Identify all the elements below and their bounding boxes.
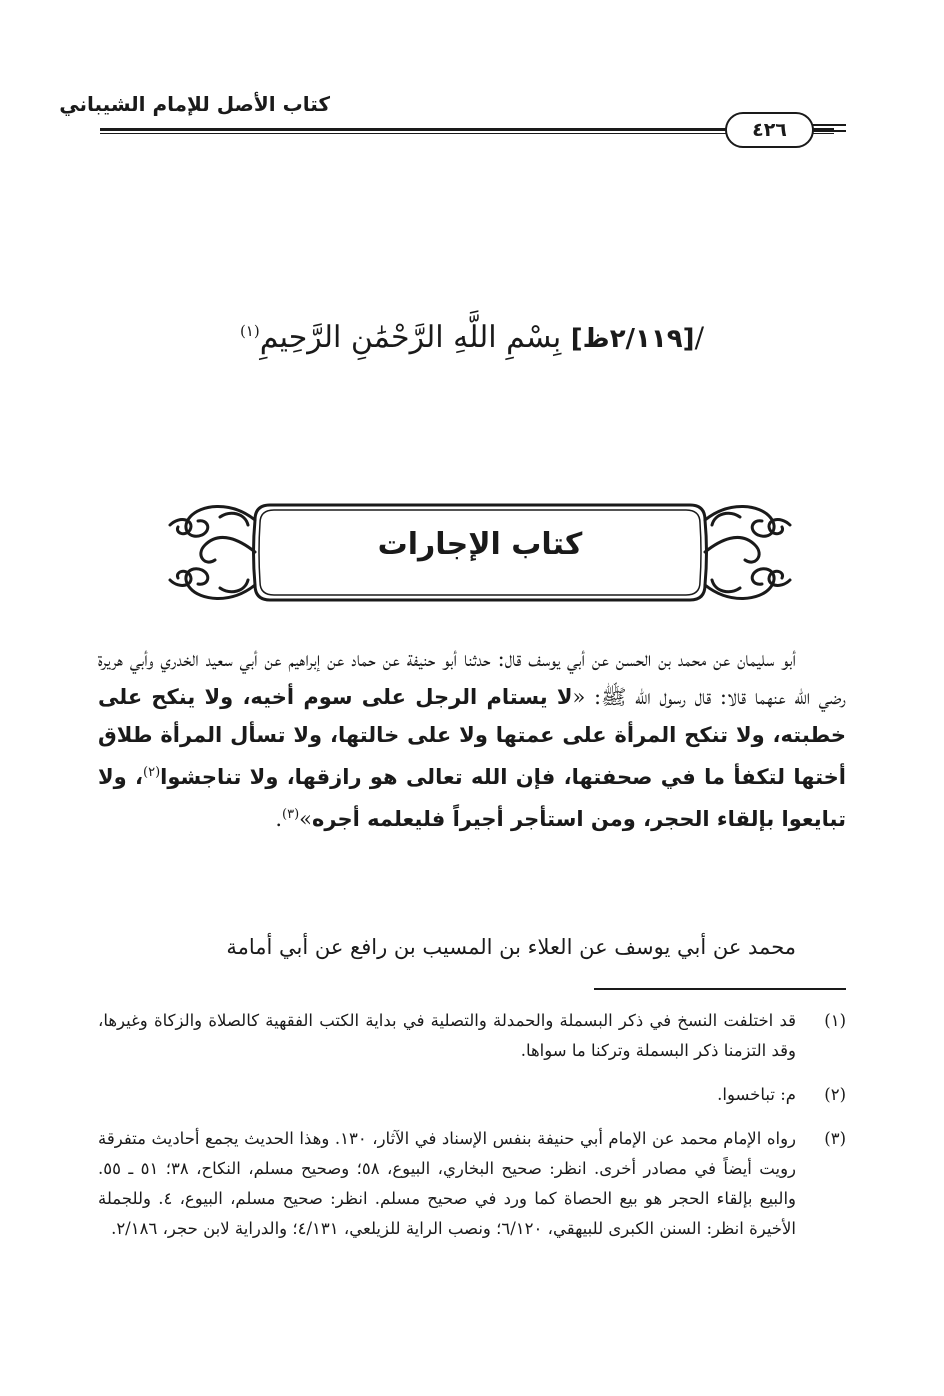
basmala-text: بِسْمِ اللَّهِ الرَّحْمَٰنِ الرَّحِيمِ	[259, 320, 562, 355]
footnote	[98, 1006, 846, 1066]
isnad-text: أبو سليمان عن محمد بن الحسن عن أبي يوسف قال: حدثنا أبو حنيفة عن حماد عن إبراهيم عن أبي سعيد الخدري وأبي هريرة رضي الله عنهما قالا: قال رسول الله ﷺ: «	[98, 647, 846, 709]
quote-close: »	[299, 807, 313, 831]
folio-reference: [٢/١١٩ظ]	[570, 324, 695, 354]
footnote-number: (٢)	[824, 1085, 846, 1104]
hadith-text: ، ولا تبايعوا بإلقاء الحجر، ومن استأجر أجيراً فليعلمه أجره	[98, 765, 846, 831]
footnote-number: (١)	[824, 1011, 846, 1030]
badge-ornament-line	[810, 130, 846, 132]
chapter-title-frame	[160, 495, 800, 610]
footnote	[98, 1124, 846, 1244]
badge-ornament-line	[810, 124, 846, 126]
page-header: كتاب الأصل للإمام الشيباني ٤٢٦	[0, 0, 944, 160]
folio-slash: /	[694, 321, 704, 354]
header-rule-thin	[100, 133, 834, 134]
footnote-text: م: تباخسوا.	[717, 1085, 796, 1104]
sentence-end: .	[275, 807, 283, 831]
footnote-marker: (٢)	[143, 765, 161, 780]
footnote-text: رواه الإمام محمد عن الإمام أبي حنيفة بنفس الإسناد في الآثار، ١٣٠. وهذا الحديث يجمع أحاديث متفرقة رويت أيضاً في مصادر أخرى. انظر: صحيح البخاري، البيوع، ٥٨؛ وصحيح مسلم، النكاح، ٣٨؛ ٥١ ـ ٥٥. والبيع بإلقاء الحجر هو بيع الحصاة كما ورد في صحيح مسلم. انظر: صحيح مسلم، البيوع، ٤. وللجملة الأخيرة انظر: السنن الكبرى للبيهقي، ٦/١٢٠؛ ونصب الراية للزيلعي، ٤/١٣١؛ والدراية لابن حجر، ٢/١٨٦.	[98, 1129, 797, 1238]
header-rule	[100, 128, 834, 131]
footnote-text: قد اختلفت النسخ في ذكر البسملة والحمدلة والتصلية في بداية الكتب الفقهية كالصلاة والزكاة وغيرها، وقد التزمنا ذكر البسملة وتركنا ما سواها.	[98, 1011, 796, 1060]
footnote	[98, 1080, 846, 1110]
footnote-marker: (١)	[239, 322, 260, 340]
chapter-title: كتاب الإجارات	[377, 527, 583, 562]
footnote-marker: (٣)	[282, 807, 300, 822]
basmala-line	[240, 320, 704, 355]
hadith-text: لا يستام الرجل على سوم أخيه، ولا ينكح على خطبته، ولا تنكح المرأة على عمتها ولا على خالتها، ولا تسأل المرأة طلاق أختها لتكفأ ما في صحفتها، فإن الله تعالى هو رازقها، ولا تناجشوا	[98, 685, 846, 789]
footnote-separator	[594, 988, 846, 990]
hadith-paragraph	[98, 640, 846, 838]
isnad-paragraph: محمد عن أبي يوسف عن العلاء بن المسيب بن رافع عن أبي أمامة	[226, 935, 796, 959]
page-number: ٤٢٦	[725, 112, 814, 148]
footnote-number: (٣)	[824, 1129, 846, 1148]
